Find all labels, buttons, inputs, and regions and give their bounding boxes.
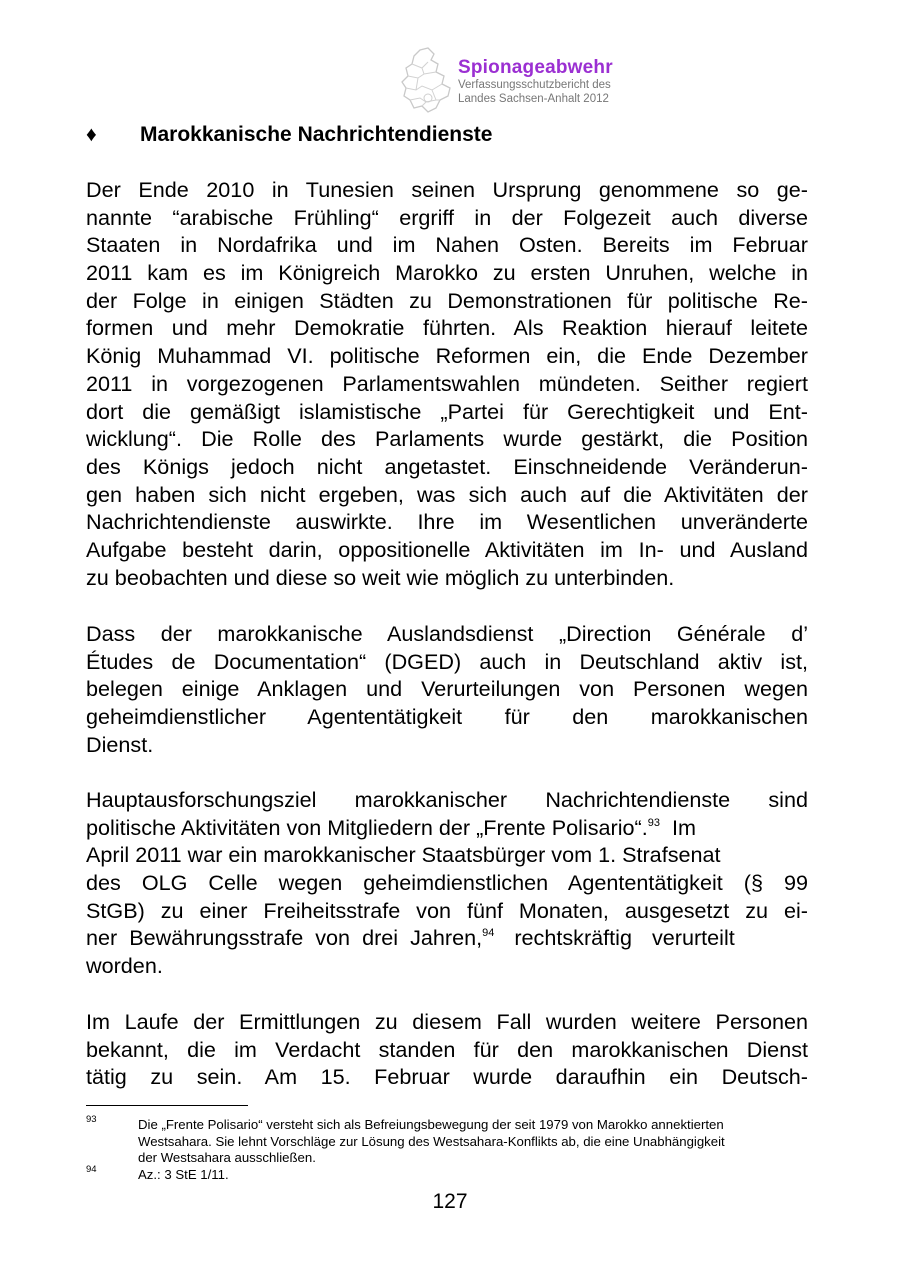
text-line: dort die gemäßigt islamistische „Partei für Gerechtigkeit und Ent- <box>86 398 808 424</box>
text-line: Études de Documentation“ (DGED) auch in Deutschland aktiv ist, <box>86 648 808 674</box>
footnote-divider <box>86 1105 248 1106</box>
text-line: Im Laufe der Ermittlungen zu diesem Fall wurden weitere Personen <box>86 1009 808 1034</box>
text-line: worden. <box>86 953 163 979</box>
footnote-number: 94 <box>86 1164 97 1175</box>
text-line: Dass der marokkanische Auslandsdienst „Direction Générale d’ <box>86 621 808 646</box>
text-line <box>86 924 808 952</box>
text-line: tätig zu sein. Am 15. Februar wurde daraufhin ein Deutsch- <box>86 1064 808 1090</box>
text-segment: politische Aktivitäten von Mitgliedern der „Frente Polisario“. <box>86 814 648 840</box>
text-segment: Im <box>665 814 696 840</box>
footnote-line: Die „Frente Polisario“ versteht sich als Befreiungsbewegung der seit 1979 von Marokko annektierten <box>138 1117 724 1132</box>
text-line: 2011 in vorgezogenen Parlamentswahlen mündeten. Seither regiert <box>86 370 808 396</box>
header-subtitle-line2: Landes Sachsen-Anhalt 2012 <box>458 93 609 105</box>
text-line: nannte “arabische Frühling“ ergriff in der Folgezeit auch diverse <box>86 204 808 230</box>
text-line: zu beobachten und diese so weit wie möglich zu unterbinden. <box>86 564 675 590</box>
text-line: Nachrichtendienste auswirkte. Ihre im Wesentlichen unveränderte <box>86 509 808 535</box>
footnote-line: der Westsahara ausschließen. <box>138 1150 316 1165</box>
text-line: geheimdienstlicher Agententätigkeit für den marokkanischen <box>86 704 808 730</box>
text-line: 2011 kam es im Königreich Marokko zu ersten Unruhen, welche in <box>86 260 808 286</box>
header-title: Spionageabwehr <box>458 57 613 78</box>
text-line: Aufgabe besteht darin, oppositionelle Aktivitäten im In- und Ausland <box>86 536 808 562</box>
text-line: des Königs jedoch nicht angetastet. Einschneidende Veränderun- <box>86 453 808 479</box>
text-line: wicklung“. Die Rolle des Parlaments wurde gestärkt, die Position <box>86 426 808 452</box>
text-line: König Muhammad VI. politische Reformen ein, die Ende Dezember <box>86 343 808 369</box>
paragraph-3 <box>86 786 808 980</box>
text-line: StGB) zu einer Freiheitsstrafe von fünf Monaten, ausgesetzt zu ei- <box>86 897 808 923</box>
text-line: gen haben sich nicht ergeben, was sich auch auf die Aktivitäten der <box>86 481 808 507</box>
text-line <box>86 814 808 842</box>
paragraph-4 <box>86 1008 808 1091</box>
footnote-line: Westsahara. Sie lehnt Vorschläge zur Lösung des Westsahara-Konflikts ab, die eine Unabhängigkeit <box>138 1133 725 1149</box>
paragraph-1 <box>86 176 808 591</box>
text-line: Staaten in Nordafrika und im Nahen Osten. Bereits im Februar <box>86 232 808 258</box>
diamond-bullet-icon: ♦ <box>86 123 97 146</box>
page-header <box>398 46 658 118</box>
text-line: formen und mehr Demokratie führten. Als Reaktion hierauf leitete <box>86 315 808 341</box>
footnote-text <box>138 1117 818 1167</box>
section-heading <box>86 123 492 147</box>
saxony-anhalt-map-icon <box>398 46 458 116</box>
footnote-number: 93 <box>86 1114 97 1125</box>
text-line: Der Ende 2010 in Tunesien seinen Ursprung genommene so ge- <box>86 177 808 202</box>
text-line: belegen einige Anklagen und Verurteilungen von Personen wegen <box>86 676 808 702</box>
section-heading-text: Marokkanische Nachrichtendienste <box>140 123 493 146</box>
text-segment: rechtskräftig verurteilt <box>494 925 735 951</box>
text-segment: ner Bewährungsstrafe von drei Jahren, <box>86 925 483 951</box>
text-line: der Folge in einigen Städten zu Demonstrationen für politische Re- <box>86 287 808 313</box>
text-line: Hauptausforschungsziel marokkanischer Nachrichtendienste sind <box>86 787 808 812</box>
text-line: April 2011 war ein marokkanischer Staatsbürger vom 1. Strafsenat <box>86 842 721 868</box>
text-line: Dienst. <box>86 731 154 757</box>
header-subtitle-line1: Verfassungsschutzbericht des <box>458 79 611 91</box>
footnote-ref-93[interactable]: 93 <box>647 816 660 829</box>
text-line: des OLG Celle wegen geheimdienstlichen Agententätigkeit (§ 99 <box>86 870 808 896</box>
footnote-line: Az.: 3 StE 1/11. <box>138 1167 229 1182</box>
paragraph-2 <box>86 620 808 758</box>
page-number: 127 <box>432 1190 468 1213</box>
text-line: bekannt, die im Verdacht standen für den marokkanischen Dienst <box>86 1036 808 1062</box>
footnote-text <box>138 1167 818 1184</box>
footnote-ref-94[interactable]: 94 <box>482 927 495 940</box>
